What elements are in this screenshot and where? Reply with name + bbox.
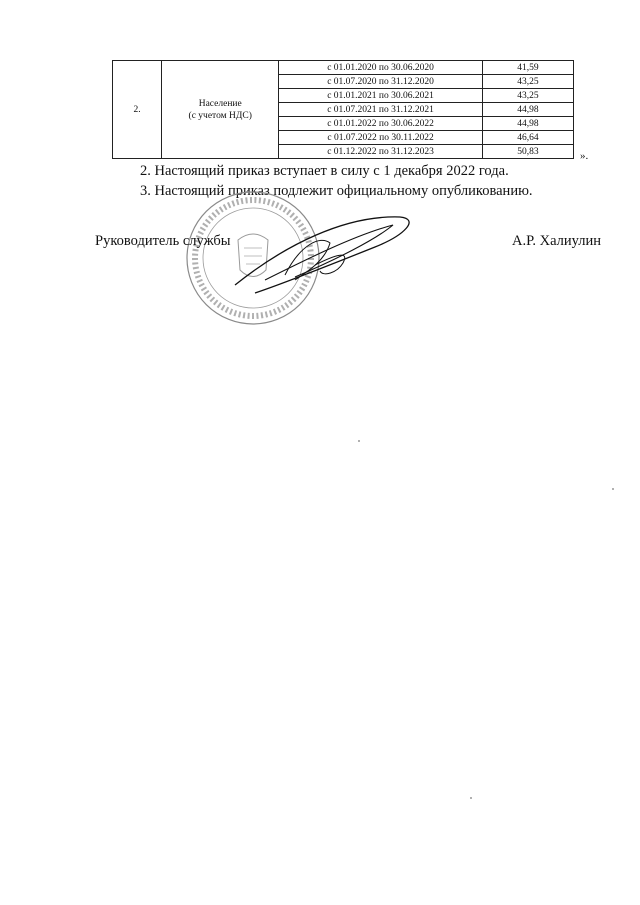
period-cell: с 01.01.2020 по 30.06.2020 [279, 61, 482, 75]
handwritten-signature-icon [225, 205, 425, 305]
scan-speck [612, 488, 614, 490]
signatory-position: Руководитель службы [95, 233, 231, 249]
value-cell: 44,98 [482, 103, 573, 117]
closing-quote-mark: ». [580, 150, 589, 162]
period-cell: с 01.01.2022 по 30.06.2022 [279, 117, 482, 131]
tariff-table [112, 60, 574, 159]
scan-speck [470, 797, 472, 799]
value-cell: 46,64 [482, 131, 573, 145]
period-cell: с 01.07.2022 по 30.11.2022 [279, 131, 482, 145]
category-line: Население [198, 98, 242, 109]
period-cell: с 01.01.2021 по 30.06.2021 [279, 89, 482, 103]
paragraph-effective-date: 2. Настоящий приказ вступает в силу с 1 декабря 2022 года. [140, 163, 509, 179]
scan-speck [358, 440, 360, 442]
category-cell [162, 61, 279, 159]
value-cell: 43,25 [482, 89, 573, 103]
table-row [113, 61, 574, 75]
paragraph-publication: 3. Настоящий приказ подлежит официальному опубликованию. [140, 183, 533, 199]
row-number-cell: 2. [113, 61, 162, 159]
value-cell: 43,25 [482, 75, 573, 89]
value-cell: 50,83 [482, 145, 573, 159]
category-line: (с учетом НДС) [188, 110, 252, 121]
value-cell: 41,59 [482, 61, 573, 75]
period-cell: с 01.07.2021 по 31.12.2021 [279, 103, 482, 117]
value-cell: 44,98 [482, 117, 573, 131]
period-cell: с 01.07.2020 по 31.12.2020 [279, 75, 482, 89]
signatory-name: А.Р. Халиулин [512, 233, 601, 249]
period-cell: с 01.12.2022 по 31.12.2023 [279, 145, 482, 159]
